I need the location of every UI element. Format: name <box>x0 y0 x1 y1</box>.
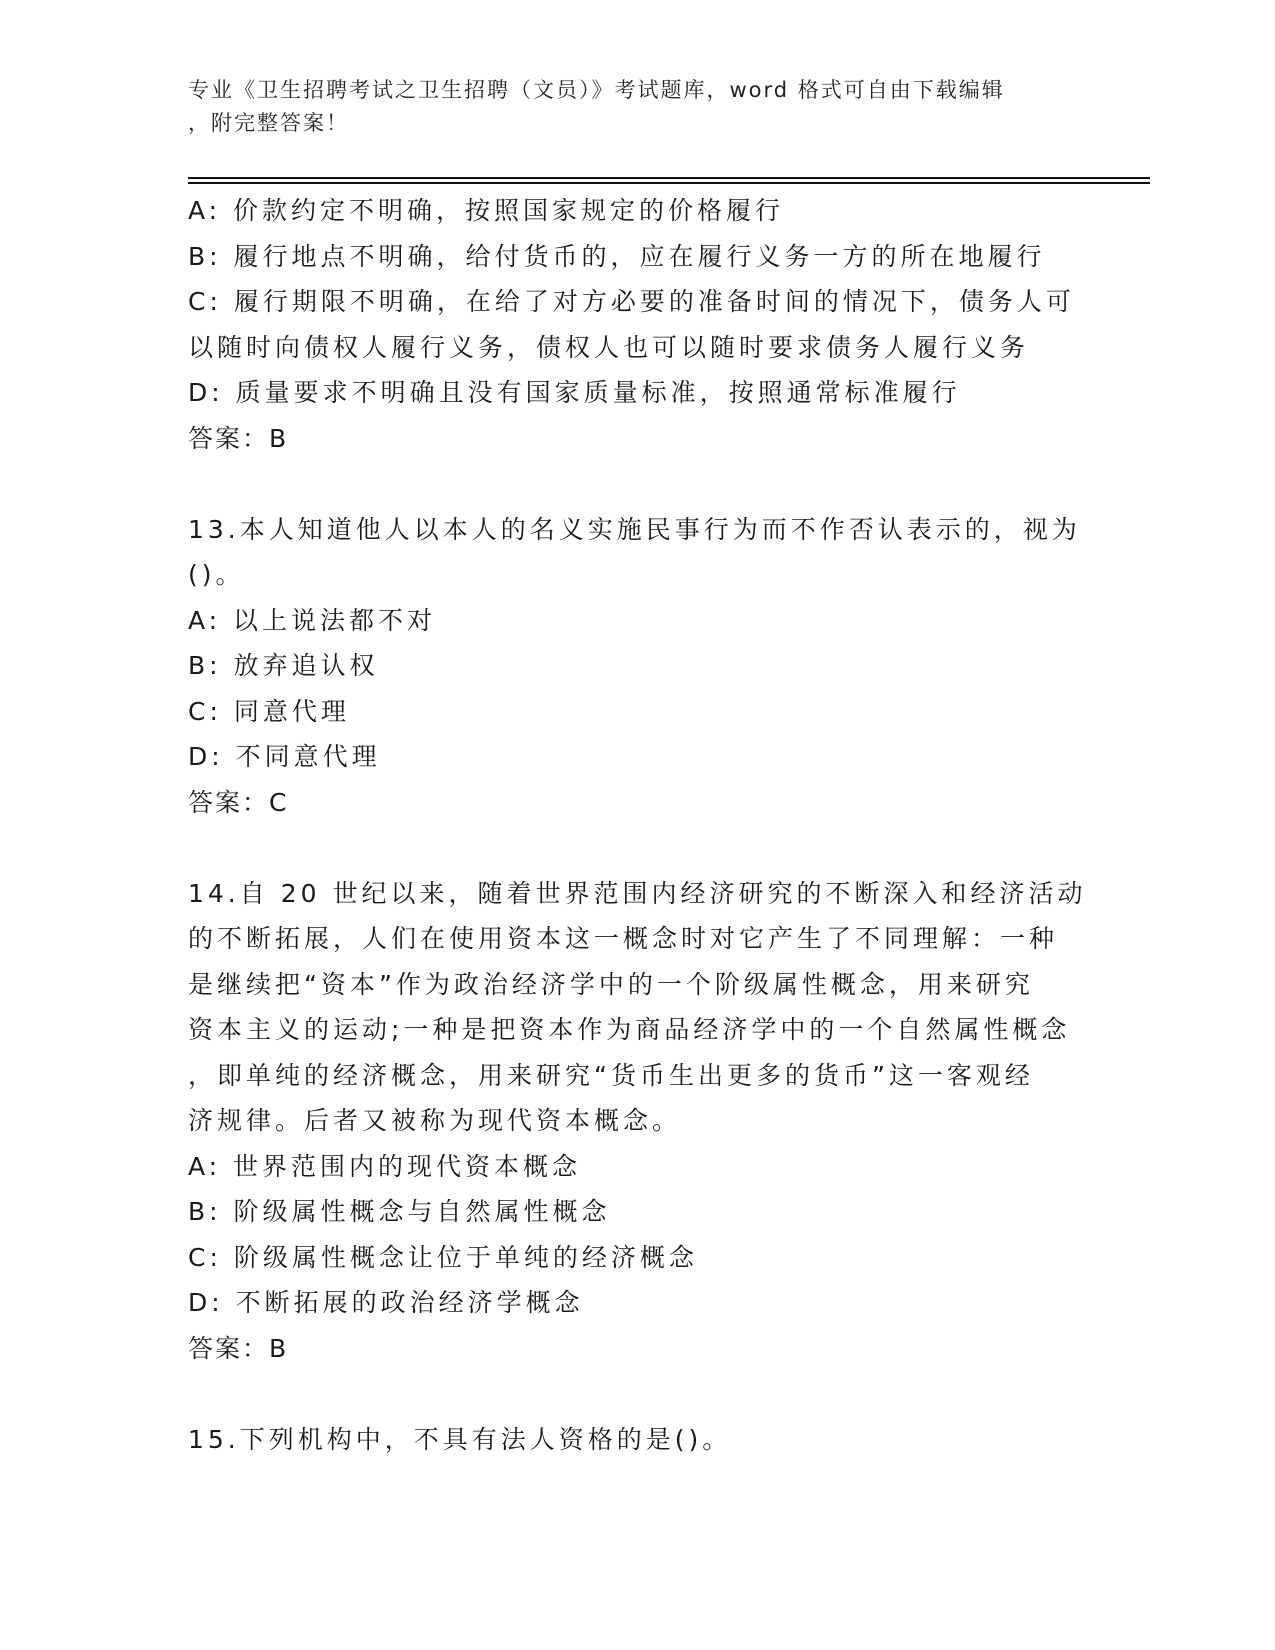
header-line-2: ，附完整答案！ <box>188 111 349 135</box>
option-a: A: 世界范围内的现代资本概念 <box>188 1151 582 1181</box>
question-15 <box>188 1417 1088 1463</box>
question-stem: 14.自 20 世纪以来，随着世界范围内经济研究的不断深入和经济活动 <box>188 878 1087 908</box>
question-content <box>188 188 1088 1462</box>
question-14 <box>188 871 1088 1372</box>
option-c-continued: 以随时向债权人履行义务，债权人也可以随时要求债务人履行义务 <box>188 332 1030 362</box>
spacer <box>188 825 1088 871</box>
option-d: D: 不断拓展的政治经济学概念 <box>188 1288 584 1317</box>
option-d: D: 质量要求不明确且没有国家质量标准，按照通常标准履行 <box>188 378 961 407</box>
question-stem-continued: 济规律。后者又被称为现代资本概念。 <box>188 1106 682 1135</box>
option-a: A: 以上说法都不对 <box>188 605 437 635</box>
question-stem: 15.下列机构中，不具有法人资格的是()。 <box>188 1424 732 1454</box>
option-a: A: 价款约定不明确，按照国家规定的价格履行 <box>188 196 785 225</box>
answer: 答案：B <box>188 1333 289 1363</box>
question-13 <box>188 507 1088 826</box>
option-c: C: 阶级属性概念让位于单纯的经济概念 <box>188 1242 698 1272</box>
option-c: C: 同意代理 <box>188 696 350 726</box>
document-header <box>188 74 1088 140</box>
option-b: B: 阶级属性概念与自然属性概念 <box>188 1197 611 1226</box>
answer: 答案：C <box>188 787 289 817</box>
question-stem: 13.本人知道他人以本人的名义实施民事行为而不作否认表示的，视为 <box>188 514 1081 544</box>
question-stem-continued: ，即单纯的经济概念，用来研究“货币生出更多的货币”这一客观经 <box>188 1060 1034 1090</box>
header-divider-top <box>188 177 1150 179</box>
answer: 答案：B <box>188 423 289 453</box>
spacer <box>188 461 1088 507</box>
header-divider-bottom <box>188 182 1150 184</box>
option-c: C: 履行期限不明确，在给了对方必要的准备时间的情况下，债务人可 <box>188 287 1075 316</box>
option-b: B: 履行地点不明确，给付货币的，应在履行义务一方的所在地履行 <box>188 241 1046 271</box>
option-d: D: 不同意代理 <box>188 742 381 771</box>
question-stem-continued: 的不断拓展，人们在使用资本这一概念时对它产生了不同理解：一种 <box>188 924 1059 953</box>
option-b: B: 放弃追认权 <box>188 651 379 680</box>
spacer <box>188 1371 1088 1417</box>
question-stem-continued: 是继续把“资本”作为政治经济学中的一个阶级属性概念，用来研究 <box>188 969 1034 999</box>
question-stem-continued: ()。 <box>188 560 245 589</box>
question-stem-continued: 资本主义的运动;一种是把资本作为商品经济学中的一个自然属性概念 <box>188 1015 1071 1044</box>
question-12 <box>188 188 1088 461</box>
header-line-1: 专业《卫生招聘考试之卫生招聘（文员）》考试题库，word 格式可自由下载编辑 <box>188 78 1005 102</box>
